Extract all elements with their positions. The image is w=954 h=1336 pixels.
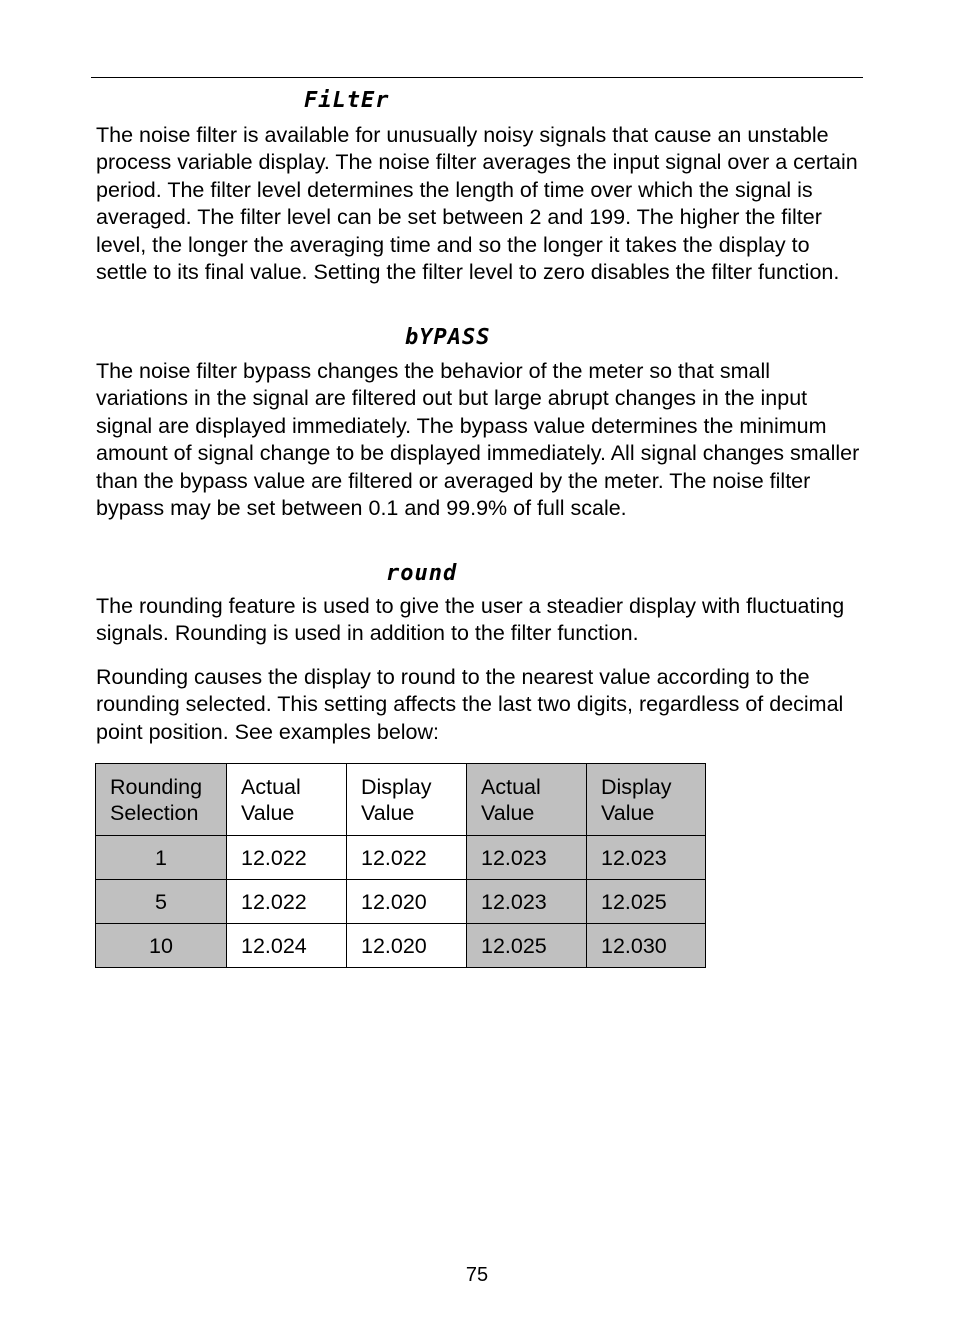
header-line: Value [481,800,535,825]
header-line: Actual [481,774,541,799]
header-line: Selection [110,800,199,825]
header-cell [467,764,587,836]
table-cell: 12.020 [347,880,467,924]
table-cell: 5 [96,880,227,924]
table-cell: 1 [96,836,227,880]
header-line: Display [601,774,672,799]
table-cell: 12.022 [227,836,347,880]
table-cell: 12.025 [467,924,587,968]
table-row [96,880,706,924]
header-line: Rounding [110,774,203,799]
bypass-heading: bYPASS [405,325,491,350]
filter-description: The noise filter is available for unusually noisy signals that cause an unstable process variable display. The noise filter averages the input signal over a certain period. The filter level determines the length of time over which the signal is averaged. The filter level can be set between 2 and 199. The higher the filter level, the longer the averaging time and so the longer it takes the display to settle to its final value. Setting the filter level to zero disables the filter function. [96,123,858,285]
header-line: Value [361,800,415,825]
round-description-2: Rounding causes the display to round to the nearest value according to the rounding selected. This setting affects the last two digits, regardless of decimal point position. See examples below: [96,665,844,744]
top-rule [91,77,863,78]
table-cell: 12.022 [347,836,467,880]
header-line: Value [241,800,295,825]
filter-heading: FiLtEr [304,88,390,113]
table-cell: 12.023 [467,836,587,880]
round-description-1: The rounding feature is used to give the user a steadier display with fluctuating signals. Rounding is used in addition to the filter function. [96,594,845,646]
header-cell [587,764,706,836]
table-cell: 12.023 [467,880,587,924]
bypass-description: The noise filter bypass changes the behavior of the meter so that small variations in the signal are filtered out but large abrupt changes in the input signal are displayed immediately. The bypass value determines the minimum amount of signal change to be displayed immediately. All signal changes smaller than the bypass value are filtered or averaged by the meter. The noise filter bypass may be set between 0.1 and 99.9% of full scale. [96,359,860,521]
table-cell: 12.025 [587,880,706,924]
table-cell: 12.022 [227,880,347,924]
page-number: 75 [465,1264,489,1286]
rounding-examples-table [95,763,706,968]
header-cell [96,764,227,836]
header-cell [347,764,467,836]
table-cell: 12.030 [587,924,706,968]
table-cell: 12.024 [227,924,347,968]
header-line: Value [601,800,655,825]
table-header-row [96,764,706,836]
table-cell: 12.023 [587,836,706,880]
round-heading: round [386,561,458,586]
header-line: Display [361,774,432,799]
table-cell: 10 [96,924,227,968]
table-cell: 12.020 [347,924,467,968]
table-row [96,924,706,968]
table-row [96,836,706,880]
header-line: Actual [241,774,301,799]
header-cell [227,764,347,836]
